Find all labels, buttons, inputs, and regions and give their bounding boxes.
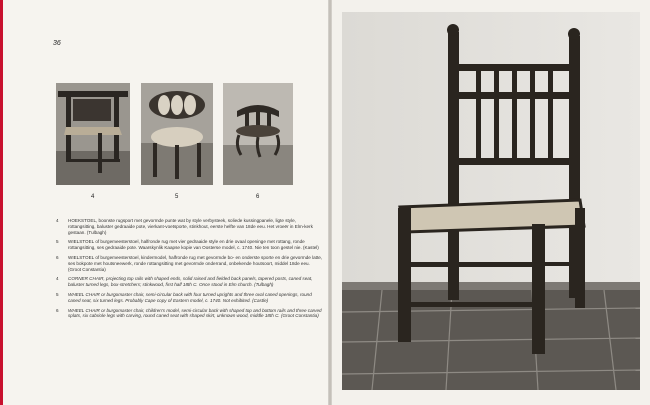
caption-number: 4 xyxy=(56,276,59,282)
caption-entry xyxy=(56,255,324,272)
childs-wheel-chair-image xyxy=(223,83,293,185)
figure-6-photo xyxy=(223,83,293,185)
spindle-back-chair-photo xyxy=(342,12,640,390)
caption-number: 4 xyxy=(56,218,59,223)
caption-text: WIELSTOEL of burgemeesterstoel, kindermodel, halfronde rug met gevormde bo- en onderste sporte en drie gevormde latte, ses bokpote met houtsneewerk, ronde rottangsitting met gevormde onderrand, onbekende houtsoort, middel 18de eeu. (Groot Constantia) xyxy=(68,254,323,272)
caption-entry-english xyxy=(56,276,324,288)
caption-number: 5 xyxy=(56,239,59,245)
caption-number: 6 xyxy=(56,307,59,313)
figure-5-photo xyxy=(141,83,213,185)
caption-entry xyxy=(56,218,324,235)
figure-label-6: 6 xyxy=(256,194,260,200)
caption-text: WHEEL CHAIR or burgomaster chair, children's model, semi-circular back with shaped top and bottom rails and three carved splats, six cabriole legs with carving, round caned seat with shaped skirt, unknown wood, middle 18th C. (Groot Constantia) xyxy=(68,307,322,319)
page-number: 36 xyxy=(53,40,61,47)
caption-text: CORNER CHAIR, projecting top rails with shaped ends, solid raised and fielded back panels, tapered posts, caned seat, baluster turned legs, box-stretchers; stinkwood, first half 18th C. Once stood in Elm church. (Tulbagh) xyxy=(68,276,313,288)
figure-4-photo xyxy=(56,83,130,185)
caption-text: WIELSTOEL of burgemeesterstoel, halfronde rug met vier gedraaide style en drie ovaal openinge met rottang, ronde rottangsitting, ses gedraaide pote. Waarskynlik Kaapse kopie van Oosterse model, c. 1740. Nie ten toon gestel nie. (Kastel) xyxy=(68,239,319,251)
figure-label-4: 4 xyxy=(91,194,95,200)
figure-label-5: 5 xyxy=(175,194,179,200)
caption-list xyxy=(56,218,324,323)
caption-number: 5 xyxy=(56,291,59,297)
caption-entry xyxy=(56,239,324,251)
caption-number: 6 xyxy=(56,254,59,260)
caption-text: WHEEL CHAIR or burgomaster chair, semi-circular back with four turned uprights and three oval caned openings, round caned seat, six turned legs. Probably Cape copy of Eastern model, c. 1740. Not exhibited. (Castle) xyxy=(68,291,312,303)
caption-entry-english xyxy=(56,308,324,320)
spindle-back-chair-image xyxy=(342,12,640,390)
corner-chair-image xyxy=(56,83,130,185)
caption-entry-english xyxy=(56,292,324,304)
wheel-chair-image xyxy=(141,83,213,185)
caption-text: HOEKSTOEL, boonste rugsport met gevormde punte wat by style verbysteek, soliede kussingpanele, ligte style, rottangsitting, baluster gedraaide pote, vierkant-voetsporte, stinkhout, eerste helfte van 18de eeu. Het vroeër in Elm-kerk gestaan. (Tulbagh) xyxy=(68,218,313,235)
